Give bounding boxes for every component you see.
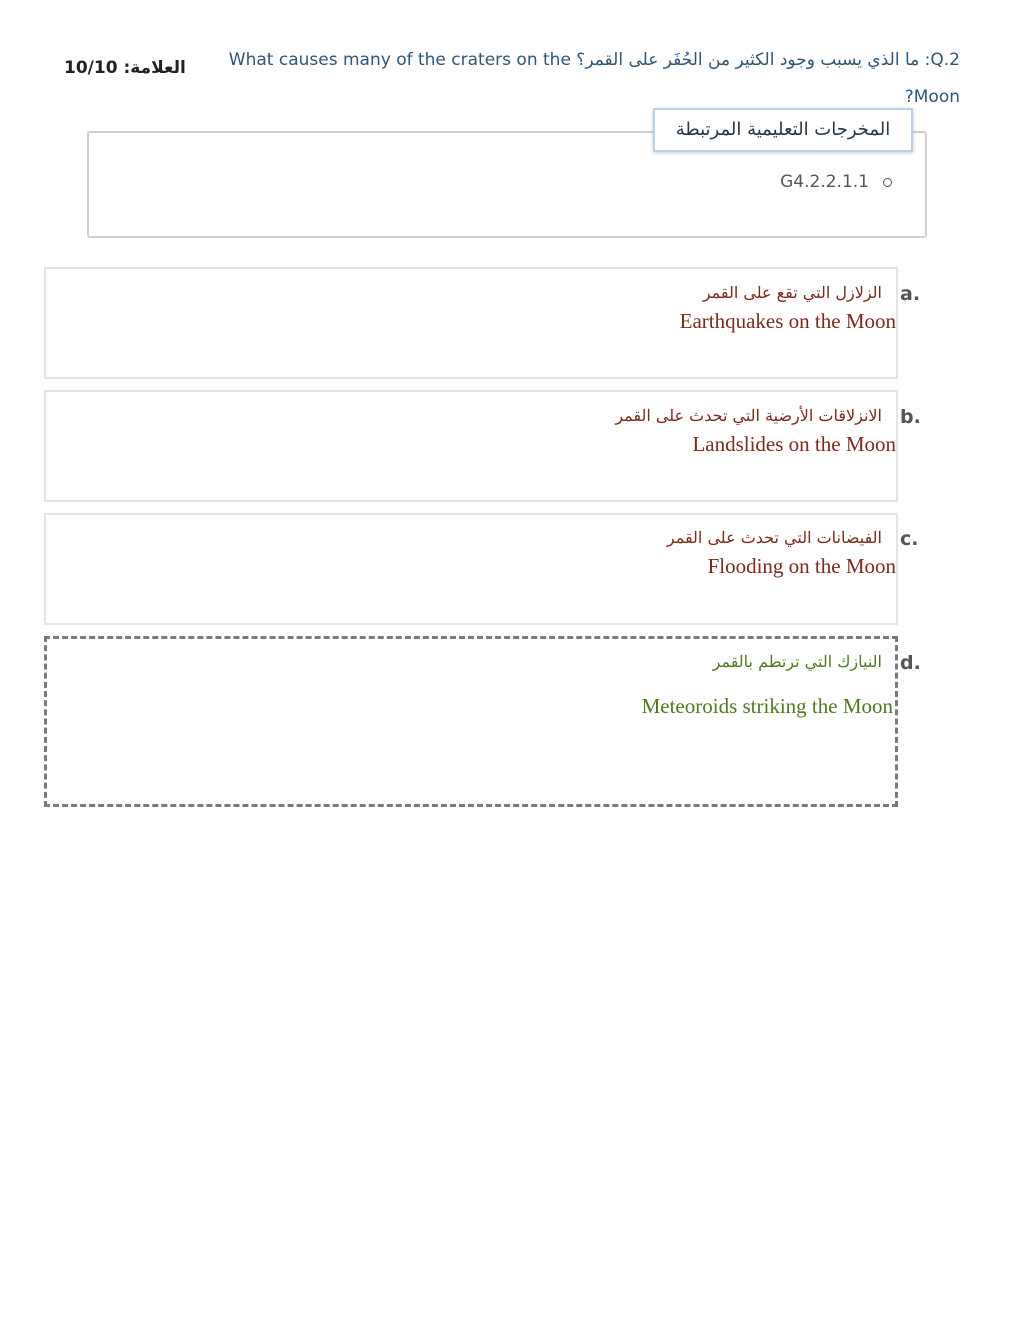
bullet-icon bbox=[883, 178, 892, 187]
option-english-d: Meteoroids striking the Moon bbox=[641, 694, 893, 718]
option-letter-a: a. bbox=[900, 283, 921, 305]
option-arabic-a: الزلازل التي تقع على القمر bbox=[702, 283, 882, 302]
option-english-b: Landslides on the Moon bbox=[692, 432, 896, 456]
mark-value: 10/10 bbox=[64, 58, 118, 78]
option-arabic-d: النيازك التي ترتطم بالقمر bbox=[712, 652, 882, 671]
option-arabic-b: الانزلاقات الأرضية التي تحدث على القمر bbox=[615, 406, 882, 425]
option-english-a: Earthquakes on the Moon bbox=[679, 309, 896, 333]
mark-label: العلامة: bbox=[123, 58, 186, 78]
outcomes-title: المخرجات التعليمية المرتبطة bbox=[653, 108, 913, 152]
question-text: Q.2: ما الذي يسبب وجود الكثير من الحُفَر على القمر؟ What causes many of the craters on the Moon? bbox=[228, 50, 960, 107]
option-english-c: Flooding on the Moon bbox=[707, 554, 896, 578]
option-letter-d: d. bbox=[900, 652, 921, 674]
option-letter-c: c. bbox=[900, 528, 919, 550]
option-arabic-c: الفيضانات التي تحدث على القمر bbox=[666, 528, 882, 547]
outcome-code: G4.2.2.1.1 bbox=[780, 172, 869, 192]
outcome-item bbox=[700, 172, 892, 192]
option-letter-b: b. bbox=[900, 406, 921, 428]
score-mark bbox=[64, 58, 186, 78]
